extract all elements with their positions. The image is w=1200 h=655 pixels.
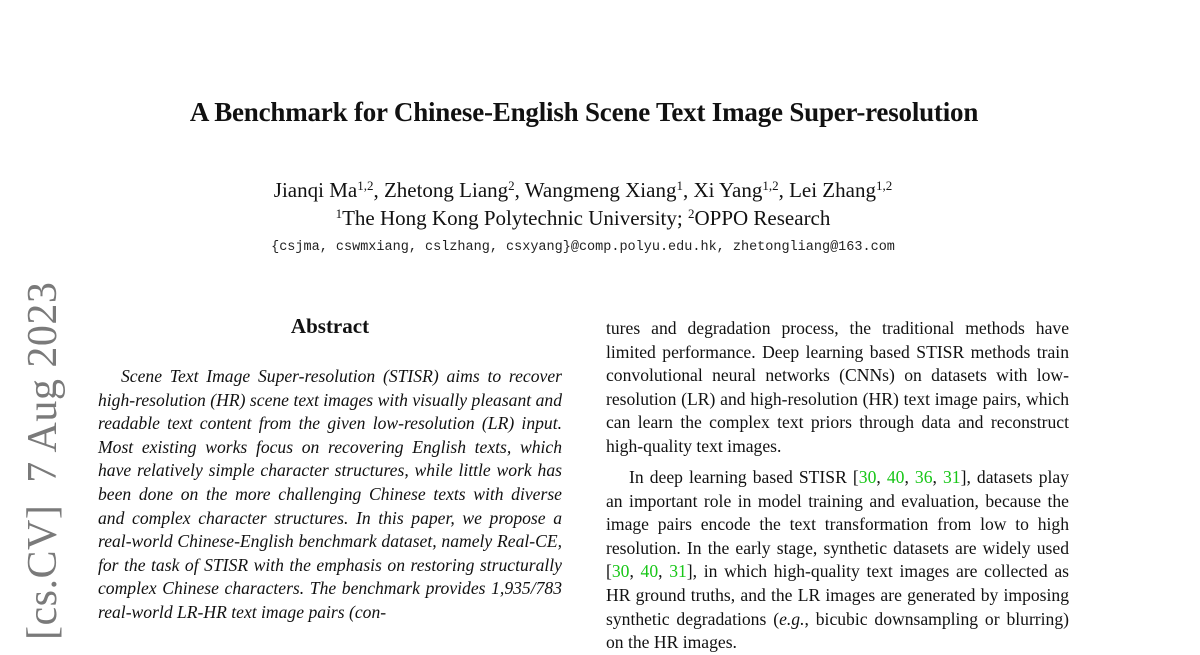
- affiliation-mark: 2: [687, 206, 695, 221]
- author-list: [0, 177, 1166, 203]
- affiliation-name: The Hong Kong Polytechnic University;: [342, 206, 688, 230]
- affiliations: [0, 205, 1166, 231]
- author-separator: ,: [682, 178, 694, 202]
- author-affiliation-mark: 1,2: [357, 178, 374, 193]
- abstract-heading: Abstract: [290, 314, 370, 338]
- author-affiliation-mark: 1,2: [875, 178, 893, 193]
- body-text: ], in which high-quality text images are collected as HR ground truths, and the LR images are generated by imposing synthetic degradations (: [606, 561, 1069, 629]
- citation-link[interactable]: 36: [914, 467, 933, 487]
- body-paragraph: tures and degradation process, the traditional methods have limited performance. Deep learning based STISR methods train convolutional neural networks (CNNs) on datasets with low-resolution (LR) and high-resolution (HR) text image pairs, which can learn the complex text priors through data and reconstruct high-quality text images.: [606, 318, 1069, 456]
- author-emails: {csjma, cswmxiang, cslzhang, csxyang}@comp.polyu.edu.hk, zhetongliang@163.com: [271, 240, 895, 255]
- citation-separator: ,: [658, 561, 670, 582]
- body-text: ], datasets play an important role in model training and evaluation, because the image pairs encode the text transformation from low to high resolution. In the early stage, synthetic datasets are widely used [: [606, 467, 1070, 582]
- body-paragraph: [606, 466, 1069, 655]
- author-separator: ,: [373, 178, 384, 202]
- citation-link[interactable]: 40: [640, 561, 659, 582]
- paper-title: A Benchmark for Chinese-English Scene Text Image Super-resolution: [189, 97, 979, 127]
- affiliation-name: OPPO Research: [694, 206, 831, 230]
- abstract-text: Scene Text Image Super-resolution (STISR) aims to recover high-resolution (HR) scene text images with visually pleasant and readable text content from the given low-resolution (LR) input. Most existing works focus on recovering English texts, which have relatively simple character structures, while little work has been done on the more challenging Chinese texts with diverse and complex character structures. In this paper, we propose a real-world Chinese-English benchmark dataset, namely Real-CE, for the task of STISR with the emphasis on restoring structurally complex Chinese characters. The benchmark provides 1,935/783 real-world LR-HR text image pairs (con-: [98, 366, 562, 622]
- author-affiliation-mark: 1: [676, 178, 683, 193]
- citation-separator: ,: [629, 561, 641, 582]
- body-text: In deep learning based STISR [: [629, 467, 859, 487]
- author-name: Jianqi Ma: [273, 178, 358, 202]
- author-affiliation-mark: 2: [508, 178, 515, 193]
- arxiv-stamp: [cs.CV] 7 Aug 2023: [20, 281, 66, 640]
- citation-link[interactable]: 31: [669, 561, 687, 582]
- citation-separator: ,: [876, 467, 887, 487]
- affiliation-mark: 1: [335, 206, 343, 221]
- body-text-italic: e.g.: [779, 608, 805, 629]
- citation-link[interactable]: 30: [611, 561, 630, 582]
- citation-link[interactable]: 40: [886, 467, 905, 487]
- author-name: Xi Yang: [693, 178, 763, 202]
- citation-link[interactable]: 30: [858, 467, 877, 487]
- citation-separator: ,: [904, 467, 915, 487]
- author-name: Lei Zhang: [789, 178, 876, 202]
- author-separator: ,: [514, 178, 525, 202]
- author-affiliation-mark: 1,2: [762, 178, 779, 193]
- citation-separator: ,: [932, 467, 943, 487]
- body-text: , bicubic downsampling or blurring) on the HR images.: [606, 608, 1070, 653]
- author-separator: ,: [778, 178, 790, 202]
- citation-link[interactable]: 31: [943, 467, 961, 487]
- author-name: Wangmeng Xiang: [524, 178, 677, 202]
- author-name: Zhetong Liang: [383, 178, 509, 202]
